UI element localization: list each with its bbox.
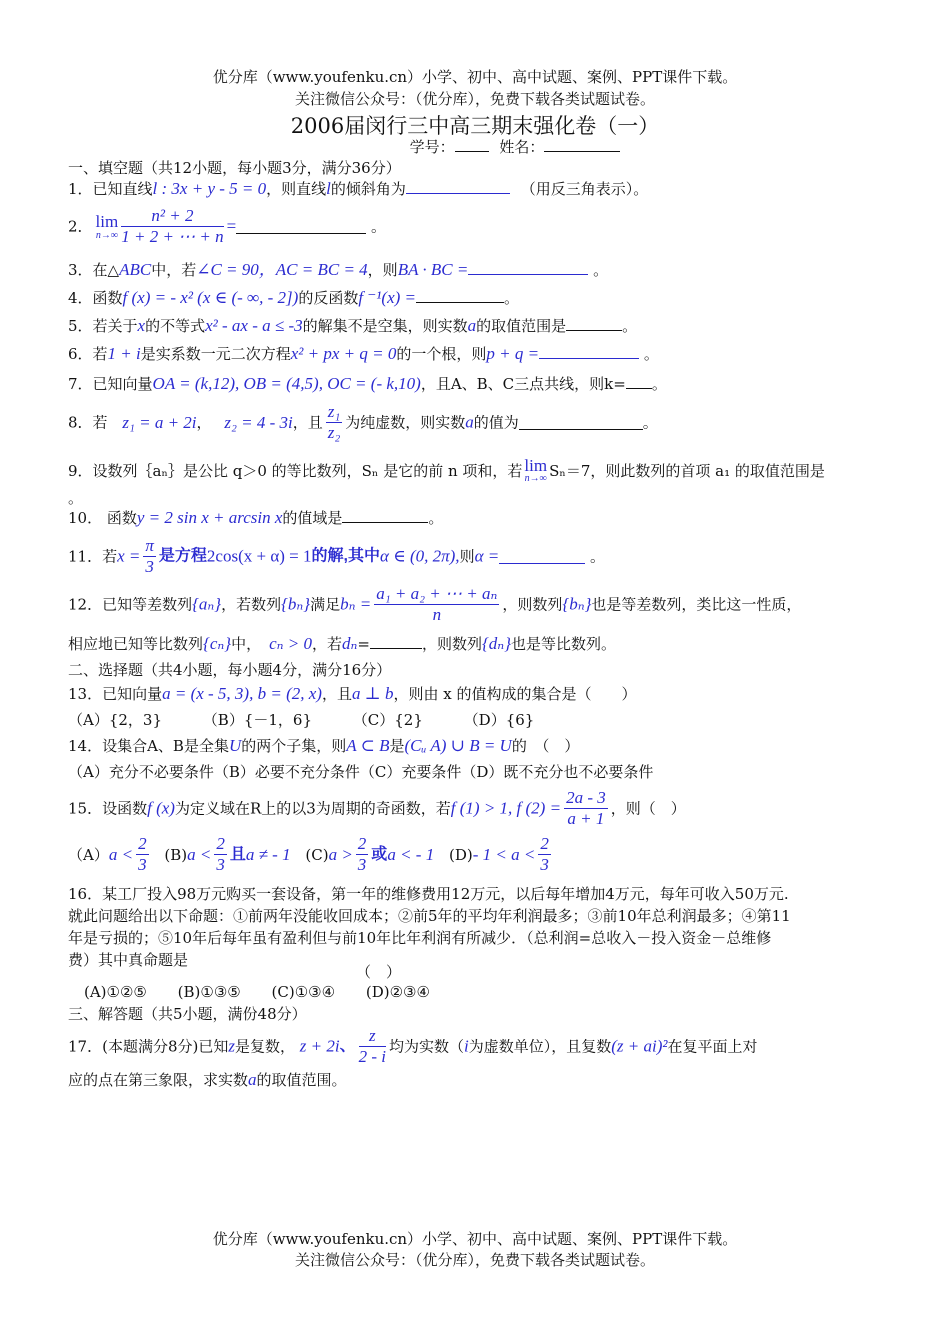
fraction: $\frac{\text{z₁}}{\text{z₂}}$ [327, 402, 341, 442]
question-6: 6．若1 + i是实系数一元二次方程x² + px + q = 0的一个根，则p + q = 。 [68, 344, 659, 363]
question-12: 12．已知等差数列{aₙ}，若数列{bₙ}满足bₙ = $\frac{\text{a₁ + a₂ + ⋯ + aₙ}}{n}$ ，则数列{bₙ}也是等差数列，类比这一性质， [68, 584, 802, 624]
option-b[interactable]: (B)①③⑤ [177, 983, 241, 1001]
question-17: 17．(本题满分8分)已知z是复数， z + 2i、 $\frac{z}{2 - i}$ 均为实数（i为虚数单位），且复数(z + ai)²在复平面上对 [68, 1026, 758, 1066]
answer-blank[interactable] [499, 549, 585, 564]
answer-blank[interactable] [519, 415, 643, 430]
footer-line-1: 优分库（www.youfenku.cn）小学、初中、高中试题、案例、PPT课件下载。 [212, 1230, 738, 1248]
option-d[interactable]: (D)- 1 < a < $\frac{2}{3}$ [448, 834, 549, 874]
student-info [0, 136, 950, 157]
page-title: 2006届闵行三中高三期末强化卷（一） [290, 114, 660, 138]
limit-expression: lim n→∞ [524, 456, 548, 484]
fraction: $\frac{z}{2 - i}$ [358, 1026, 386, 1066]
fraction: $\frac{\text{a₁ + a₂ + ⋯ + aₙ}}{n}$ [376, 584, 498, 624]
question-12-line-2: 相应地已知等比数列{cₙ}中， cₙ > 0，若dₙ= ，则数列{dₙ}也是等比数列。 [68, 634, 617, 653]
question-11: 11．若x = $\frac{\pi}{3}$ 是方程2cos(x + α) = 1的解,其中α ∈ (0, 2π),则α = 。 [68, 536, 606, 576]
option-b[interactable]: （B）{－1，6} [202, 711, 312, 729]
option-c[interactable]: (C)①③④ [271, 983, 336, 1001]
answer-blank[interactable] [236, 219, 366, 234]
question-15-options [68, 834, 890, 875]
answer-blank[interactable] [468, 260, 588, 275]
student-id-blank[interactable] [455, 137, 489, 152]
answer-blank[interactable] [566, 316, 622, 331]
question-3: 3．在△ABC中，若∠C = 90，AC = BC = 4，则BA · BC = 。 [68, 260, 609, 279]
question-9: 9．设数列｛aₙ｝是公比 q＞0 的等比数列，Sₙ 是它的前 n 项和，若 lim n→∞ Sₙ＝7，则此数列的首项 a₁ 的取值范围是 [68, 456, 825, 484]
question-16-line-1: 16．某工厂投入98万元购买一套设备，第一年的维修费用12万元，以后每年增加4万元，每年可收入50万元. [68, 885, 789, 903]
option-a[interactable]: （A）a < $\frac{2}{3}$ [68, 834, 147, 874]
section-3-title: 三、解答题（共5小题，满份48分） [68, 1005, 307, 1023]
question-16-line-2: 就此问题给出以下命题：①前两年没能收回成本；②前5年的平均年利润最多；③前10年总利润最多；④第11 [68, 907, 791, 925]
option-d[interactable]: (D)②③④ [365, 983, 430, 1001]
answer-blank[interactable] [626, 374, 652, 389]
question-13: 13．已知向量a = (x - 5, 3), b = (2, x)，且a ⊥ b，则由 x 的值构成的集合是（ ） [68, 684, 637, 703]
question-16-paren: （ ） [356, 963, 402, 981]
section-1-title: 一、填空题（共12小题，每小题3分，满分36分） [68, 159, 401, 177]
student-name-blank[interactable] [544, 137, 620, 152]
question-2: 2． lim n→∞ $\frac{\text{n² + 2}}{1 + 2 + \cdots + n}$ = 。 [68, 206, 387, 246]
answer-blank[interactable] [539, 344, 639, 359]
option-c[interactable]: （C）{2} [352, 711, 423, 729]
question-1: 1．已知直线l : 3x + y - 5 = 0，则直线l的倾斜角为 （用反三角表示）。 [68, 179, 649, 198]
question-17-line-2: 应的点在第三象限，求实数a的取值范围。 [68, 1070, 347, 1089]
fraction: $\frac{\text{n² + 2}}{1 + 2 + \cdots + n}$ [121, 206, 224, 246]
fraction: $\frac{2a - 3}{a + 1}$ [566, 788, 606, 828]
question-15: 15．设函数f (x)为定义域在R上的以3为周期的奇函数，若f (1) > 1, f (2) = $\frac{2a - 3}{a + 1}$ ，则（ ） [68, 788, 686, 828]
question-7: 7．已知向量OA = (k,12), OB = (4,5), OC = (- k,10)，且A、B、C三点共线，则k= 。 [68, 374, 667, 393]
question-8: 8．若 z₁ = a + 2i， z₂ = 4 - 3i，且 $\frac{\text{z₁}}{\text{z₂}}$ 为纯虚数，则实数a的值为 。 [68, 402, 658, 442]
question-5: 5．若关于x的不等式x² - ax - a ≤ -3的解集不是空集，则实数a的取值范围是 。 [68, 316, 638, 335]
question-16-line-4: 费）其中真命题是 [68, 951, 189, 969]
section-2-title: 二、选择题（共4小题，每小题4分，满分16分） [68, 661, 392, 679]
footer-line-2: 关注微信公众号：（优分库），免费下载各类试题试卷。 [294, 1251, 655, 1269]
header-line-1: 优分库（www.youfenku.cn）小学、初中、高中试题、案例、PPT课件下载。 [212, 68, 738, 86]
answer-blank[interactable] [416, 288, 504, 303]
option-b[interactable]: (B)a < $\frac{2}{3}$ 且a ≠ - 1 [164, 834, 291, 874]
header-line-2: 关注微信公众号：（优分库），免费下载各类试题试卷。 [294, 90, 655, 108]
option-a[interactable]: (A)①②⑤ [84, 983, 147, 1001]
answer-blank[interactable] [406, 179, 510, 194]
question-14: 14．设集合A、B是全集U的两个子集，则A ⊂ B是(Cᵤ A) ∪ B = U的 （ ） [68, 736, 580, 755]
fraction: $\frac{\pi}{3}$ [145, 536, 154, 576]
question-16-line-3: 年是亏损的；⑤10年后每年虽有盈利但与前10年比年利润有所减少．（总利润=总收入－投入资金－总维修 [68, 929, 772, 947]
option-a[interactable]: （A）{2，3} [68, 711, 163, 729]
limit-expression: lim n→∞ [95, 211, 119, 241]
question-4: 4．函数f (x) = - x² (x ∈ (- ∞, - 2])的反函数f ⁻¹(x) = 。 [68, 288, 520, 307]
option-d[interactable]: （D）{6} [463, 711, 535, 729]
student-id-label: 学号： [409, 138, 455, 156]
question-9-end: 。 [68, 489, 84, 507]
option-c[interactable]: (C)a > $\frac{2}{3}$ 或a < - 1 [305, 834, 435, 874]
student-name-label: 姓名： [499, 138, 545, 156]
question-13-options [68, 710, 890, 730]
answer-blank[interactable] [370, 634, 422, 649]
question-14-options[interactable]: （A）充分不必要条件（B）必要不充分条件（C）充要条件（D）既不充分也不必要条件 [68, 763, 654, 781]
answer-blank[interactable] [342, 508, 428, 523]
question-16-options [84, 982, 890, 1002]
question-10: 10． 函数y = 2 sin x + arcsin x的值域是 。 [68, 508, 444, 527]
